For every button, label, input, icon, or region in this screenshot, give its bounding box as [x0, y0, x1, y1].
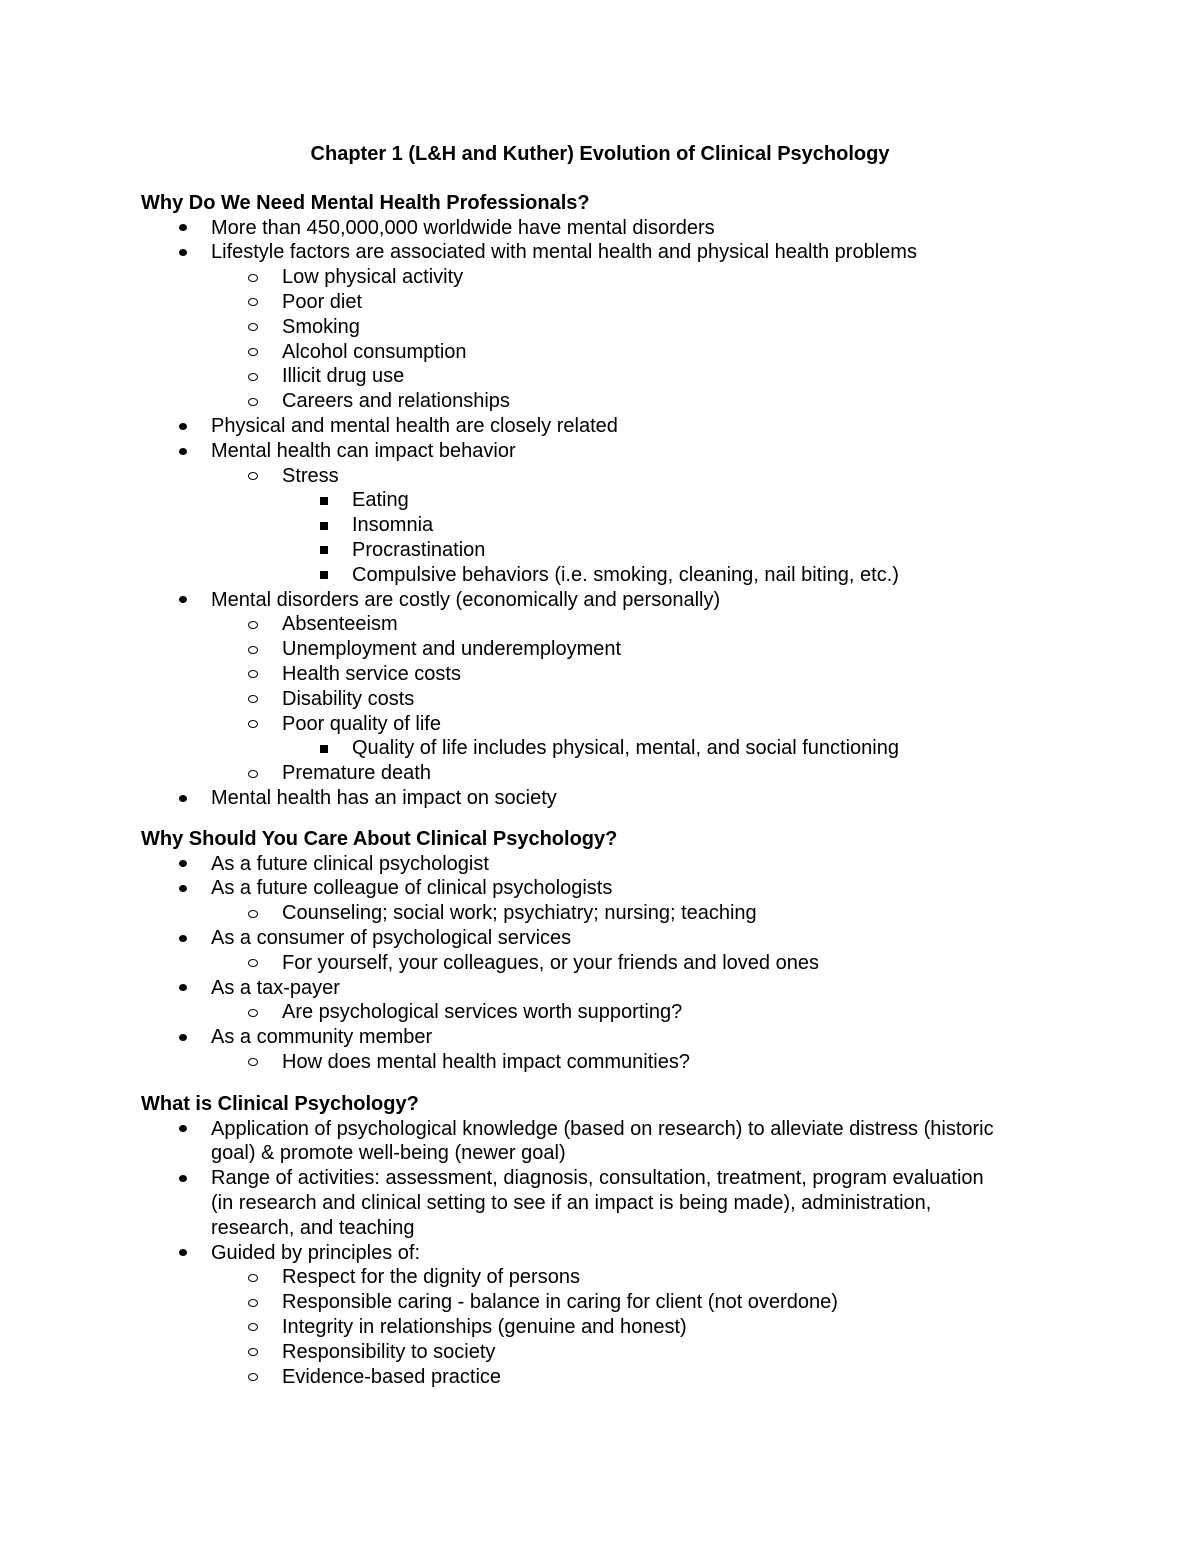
list-item-text: As a community member	[211, 1026, 433, 1049]
list-item	[141, 612, 1081, 637]
list-item-continuation	[141, 1191, 1081, 1216]
list-item	[141, 265, 1081, 290]
bullet-icon	[179, 860, 187, 867]
circle-bullet-icon	[248, 1058, 258, 1066]
list-item	[141, 1050, 1081, 1075]
list-item	[141, 488, 1081, 513]
circle-bullet-icon	[248, 373, 258, 381]
section-heading: What is Clinical Psychology?	[141, 1093, 419, 1115]
circle-bullet-icon	[248, 274, 258, 282]
list-item	[141, 876, 1081, 901]
list-item	[141, 414, 1081, 439]
list-item-text: Absenteeism	[282, 613, 398, 636]
circle-bullet-icon	[248, 621, 258, 629]
list-item	[141, 1315, 1081, 1340]
list-item-text: Quality of life includes physical, mental, and social functioning	[352, 737, 899, 760]
list-item	[141, 1000, 1081, 1025]
list-item	[141, 736, 1081, 761]
list-item-text: Health service costs	[282, 662, 461, 685]
list-item-text: Insomnia	[352, 514, 434, 537]
section-heading: Why Should You Care About Clinical Psychology?	[141, 828, 618, 850]
list-item-text: As a tax-payer	[211, 976, 340, 999]
square-bullet-icon	[320, 546, 328, 554]
list-item-text: Illicit drug use	[282, 365, 405, 388]
list-item-text: Application of psychological knowledge (based on research) to alleviate distress (historic	[211, 1117, 994, 1140]
circle-bullet-icon	[248, 646, 258, 654]
circle-bullet-icon	[248, 1274, 258, 1282]
list-item-text: For yourself, your colleagues, or your friends and loved ones	[282, 951, 819, 974]
circle-bullet-icon	[248, 670, 258, 678]
bullet-icon	[179, 596, 187, 603]
list-item-text: Eating	[352, 489, 409, 512]
list-item	[141, 439, 1081, 464]
list-item-text: Guided by principles of:	[211, 1241, 421, 1264]
list-item-continuation	[141, 1216, 1081, 1241]
square-bullet-icon	[320, 497, 328, 505]
list-item	[141, 662, 1081, 687]
bullet-icon	[179, 1175, 187, 1182]
circle-bullet-icon	[248, 1348, 258, 1356]
list-item	[141, 761, 1081, 786]
list-item-text: As a future clinical psychologist	[211, 852, 489, 875]
bullet-icon	[179, 224, 187, 231]
circle-bullet-icon	[248, 1299, 258, 1307]
list-item-text: As a future colleague of clinical psychologists	[211, 877, 613, 900]
list-item-text: Are psychological services worth supporting?	[282, 1001, 683, 1024]
list-item	[141, 1365, 1081, 1390]
list-item	[141, 852, 1081, 877]
bullet-icon	[179, 423, 187, 430]
circle-bullet-icon	[248, 959, 258, 967]
section-what-is-clinical-psychology	[141, 1092, 1081, 1389]
square-bullet-icon	[320, 522, 328, 530]
circle-bullet-icon	[248, 472, 258, 480]
list-item	[141, 315, 1081, 340]
circle-bullet-icon	[248, 695, 258, 703]
list-item-text: goal) & promote well-being (newer goal)	[211, 1142, 566, 1165]
list-item	[141, 976, 1081, 1001]
list-item-text: More than 450,000,000 worldwide have mental disorders	[211, 216, 715, 239]
list-item-text: Low physical activity	[282, 266, 464, 289]
circle-bullet-icon	[248, 1009, 258, 1017]
circle-bullet-icon	[248, 1373, 258, 1381]
list-item	[141, 712, 1081, 737]
section-why-care	[141, 827, 1081, 1075]
list-item	[141, 464, 1081, 489]
list-item-text: Mental health can impact behavior	[211, 439, 516, 462]
circle-bullet-icon	[248, 720, 258, 728]
list-item-text: Physical and mental health are closely related	[211, 414, 618, 437]
bullet-icon	[179, 795, 187, 802]
list-item	[141, 216, 1081, 241]
list-item-text: How does mental health impact communities?	[282, 1050, 690, 1073]
list-item-text: Premature death	[282, 762, 431, 785]
list-item	[141, 786, 1081, 811]
list-item	[141, 1290, 1081, 1315]
list-item-text: Lifestyle factors are associated with mental health and physical health problems	[211, 241, 917, 264]
list-item	[141, 1025, 1081, 1050]
list-item	[141, 1117, 1081, 1142]
list-item-text: Alcohol consumption	[282, 340, 467, 363]
list-item-text: Responsibility to society	[282, 1340, 496, 1363]
circle-bullet-icon	[248, 398, 258, 406]
bullet-icon	[179, 935, 187, 942]
list-item	[141, 290, 1081, 315]
list-item-continuation	[141, 1141, 1081, 1166]
list-item	[141, 1340, 1081, 1365]
circle-bullet-icon	[248, 323, 258, 331]
list-item-text: Careers and relationships	[282, 390, 510, 413]
bullet-icon	[179, 1249, 187, 1256]
circle-bullet-icon	[248, 770, 258, 778]
list-item	[141, 1265, 1081, 1290]
section-why-need-professionals	[141, 191, 1081, 811]
list-item-text: Stress	[282, 464, 339, 487]
list-item	[141, 513, 1081, 538]
section-heading: Why Do We Need Mental Health Professionals?	[141, 192, 590, 214]
list-item-text: Respect for the dignity of persons	[282, 1266, 580, 1289]
bullet-icon	[179, 448, 187, 455]
list-item-text: Responsible caring - balance in caring for client (not overdone)	[282, 1291, 838, 1314]
circle-bullet-icon	[248, 298, 258, 306]
circle-bullet-icon	[248, 348, 258, 356]
list-item-text: As a consumer of psychological services	[211, 926, 572, 949]
list-item-text: Smoking	[282, 315, 360, 338]
bullet-icon	[179, 885, 187, 892]
list-item	[141, 389, 1081, 414]
list-item	[141, 1166, 1081, 1191]
square-bullet-icon	[320, 571, 328, 579]
list-item	[141, 588, 1081, 613]
list-item	[141, 364, 1081, 389]
list-item-text: Mental disorders are costly (economically and personally)	[211, 588, 721, 611]
list-item-text: Poor quality of life	[282, 712, 441, 735]
list-item-text: Compulsive behaviors (i.e. smoking, cleaning, nail biting, etc.)	[352, 563, 899, 586]
list-item-text: Integrity in relationships (genuine and honest)	[282, 1315, 687, 1338]
bullet-icon	[179, 984, 187, 991]
bullet-icon	[179, 1034, 187, 1041]
list-item-text: Evidence-based practice	[282, 1365, 502, 1388]
list-item	[141, 637, 1081, 662]
circle-bullet-icon	[248, 910, 258, 918]
list-item-text: Poor diet	[282, 290, 363, 313]
list-item	[141, 901, 1081, 926]
list-item	[141, 687, 1081, 712]
list-item-text: Counseling; social work; psychiatry; nursing; teaching	[282, 902, 757, 925]
list-item-text: (in research and clinical setting to see if an impact is being made), administration,	[211, 1191, 932, 1214]
list-item	[141, 926, 1081, 951]
square-bullet-icon	[320, 745, 328, 753]
list-item	[141, 240, 1081, 265]
list-item-text: Disability costs	[282, 687, 415, 710]
list-item-text: Unemployment and underemployment	[282, 638, 622, 661]
list-item	[141, 340, 1081, 365]
list-item	[141, 1241, 1081, 1266]
list-item	[141, 563, 1081, 588]
list-item-text: research, and teaching	[211, 1216, 415, 1239]
list-item	[141, 951, 1081, 976]
page-title: Chapter 1 (L&H and Kuther) Evolution of Clinical Psychology	[310, 143, 890, 165]
circle-bullet-icon	[248, 1323, 258, 1331]
list-item-text: Mental health has an impact on society	[211, 786, 557, 809]
list-item	[141, 538, 1081, 563]
list-item-text: Procrastination	[352, 538, 486, 561]
bullet-icon	[179, 249, 187, 256]
list-item-text: Range of activities: assessment, diagnosis, consultation, treatment, program evaluation	[211, 1167, 984, 1190]
bullet-icon	[179, 1125, 187, 1132]
